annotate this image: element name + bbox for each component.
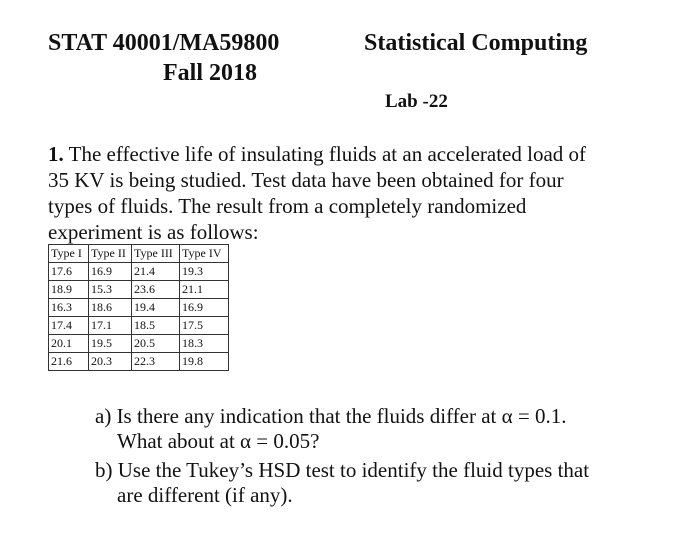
table-cell: 21.6: [49, 353, 89, 371]
course-title: Statistical Computing: [364, 30, 588, 56]
table-cell: 17.6: [49, 263, 89, 281]
problem-statement: [48, 141, 628, 245]
problem-line: [48, 141, 628, 167]
table-cell: 22.3: [132, 353, 180, 371]
question-a: a) Is there any indication that the fluids differ at α = 0.1.: [95, 404, 567, 428]
question-a-continued: What about at α = 0.05?: [117, 429, 320, 453]
table-row: [49, 299, 229, 317]
table-cell: 16.9: [89, 263, 132, 281]
column-header: Type III: [132, 245, 180, 263]
column-header: Type IV: [180, 245, 229, 263]
table-row: [49, 263, 229, 281]
table-cell: 21.1: [180, 281, 229, 299]
problem-text: The effective life of insulating fluids at an accelerated load of: [63, 142, 587, 166]
problem-line: experiment is as follows:: [48, 220, 259, 244]
table-row: [49, 335, 229, 353]
problem-line: types of fluids. The result from a completely randomized: [48, 194, 527, 218]
table-cell: 18.6: [89, 299, 132, 317]
table-cell: 17.5: [180, 317, 229, 335]
data-table: [48, 244, 229, 371]
table-cell: 20.5: [132, 335, 180, 353]
question-b: b) Use the Tukey’s HSD test to identify the fluid types that: [95, 458, 590, 482]
table-cell: 16.9: [180, 299, 229, 317]
table-cell: 15.3: [89, 281, 132, 299]
table-cell: 19.8: [180, 353, 229, 371]
problem-line: 35 KV is being studied. Test data have been obtained for four: [48, 168, 564, 192]
problem-number: 1.: [48, 142, 64, 166]
table-cell: 20.3: [89, 353, 132, 371]
table-cell: 21.4: [132, 263, 180, 281]
question-b-continued: are different (if any).: [117, 483, 293, 507]
table-cell: 20.1: [49, 335, 89, 353]
course-code: STAT 40001/MA59800: [48, 30, 280, 56]
term: Fall 2018: [163, 60, 257, 86]
table-row: [49, 281, 229, 299]
table-cell: 17.1: [89, 317, 132, 335]
table-cell: 18.3: [180, 335, 229, 353]
table-header-row: [49, 245, 229, 263]
table-cell: 19.3: [180, 263, 229, 281]
table-cell: 18.9: [49, 281, 89, 299]
table-cell: 18.5: [132, 317, 180, 335]
table-row: [49, 317, 229, 335]
column-header: Type I: [49, 245, 89, 263]
lab-number: Lab -22: [385, 91, 448, 112]
table-cell: 16.3: [49, 299, 89, 317]
table-cell: 23.6: [132, 281, 180, 299]
table-cell: 19.4: [132, 299, 180, 317]
table-cell: 17.4: [49, 317, 89, 335]
table-cell: 19.5: [89, 335, 132, 353]
column-header: Type II: [89, 245, 132, 263]
table-row: [49, 353, 229, 371]
